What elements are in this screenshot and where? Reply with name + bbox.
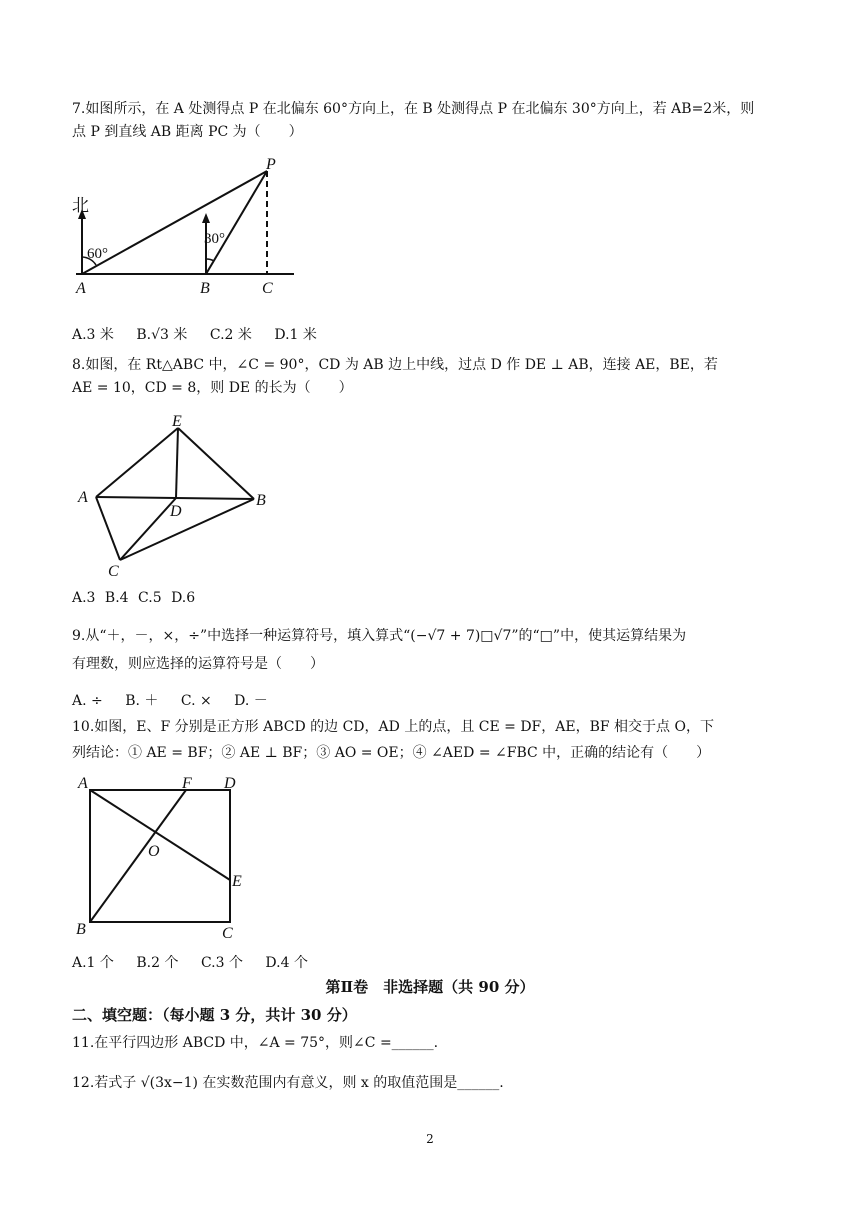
question-7-figure	[68, 155, 308, 300]
question-9-line1: 9.从“＋，－，×，÷”中选择一种运算符号，填入算式“(−√7 + 7)□√7”的“□”中，使其运算结果为	[72, 628, 687, 644]
point-d-label: D	[170, 503, 182, 520]
point-b-label: B	[200, 280, 210, 297]
option-c: C.3 个	[200, 955, 243, 971]
question-10-text	[72, 714, 788, 766]
question-8-text	[72, 354, 788, 400]
option-b: B.2 个	[136, 955, 179, 971]
point-a-label: A	[78, 775, 88, 792]
question-8-figure	[70, 412, 290, 582]
question-11-text: 11.在平行四边形 ABCD 中，∠A = 75°，则∠C =______.	[72, 1035, 439, 1051]
angle-30-label: 30°	[204, 231, 225, 247]
point-c-label: C	[108, 563, 119, 580]
question-10-figure	[72, 772, 262, 942]
point-c-label: C	[262, 280, 273, 297]
question-10-options	[72, 952, 326, 972]
question-12-text: 12.若式子 √(3x−1) 在实数范围内有意义，则 x 的取值范围是______.	[72, 1075, 504, 1091]
question-7-options	[72, 324, 335, 344]
option-d: D.4 个	[265, 955, 308, 971]
point-e-label: E	[232, 873, 242, 890]
question-10-line2: 列结论：① AE = BF；② AE ⊥ BF；③ AO = OE；④ ∠AED = ∠FBC 中，正确的结论有（ ）	[72, 745, 711, 761]
point-a-label: A	[78, 489, 88, 506]
north-label: 北	[72, 196, 89, 216]
option-d: D.1 米	[274, 327, 317, 343]
question-8-options	[72, 590, 213, 606]
question-8-line2: AE = 10，CD = 8，则 DE 的长为（ ）	[72, 380, 353, 396]
point-b-label: B	[76, 921, 86, 938]
section-2-title: 二、填空题：（每小题 3 分，共计 30 分）	[72, 1006, 357, 1024]
question-8-line1: 8.如图，在 Rt△ABC 中，∠C = 90°，CD 为 AB 边上中线，过点 D 作 DE ⊥ AB，连接 AE，BE，若	[72, 357, 718, 373]
option-a: A.3	[72, 590, 96, 606]
option-d: D. －	[234, 693, 268, 709]
question-10-line1: 10.如图，E、F 分别是正方形 ABCD 的边 CD，AD 上的点，且 CE = DF，AE，BF 相交于点 O，下	[72, 719, 714, 735]
option-c: C.2 米	[209, 327, 252, 343]
point-d-label: D	[224, 775, 236, 792]
question-9-line2: 有理数，则应选择的运算符号是（ ）	[72, 656, 324, 672]
option-c: C. ×	[180, 693, 212, 709]
point-o-label: O	[148, 843, 160, 860]
option-a: A.1 个	[72, 955, 114, 971]
point-c-label: C	[222, 925, 233, 942]
option-d: D.6	[171, 590, 196, 606]
option-b: B.4	[104, 590, 129, 606]
point-f-label: F	[182, 775, 192, 792]
question-9-text	[72, 622, 788, 678]
question-7-text	[72, 98, 788, 144]
point-e-label: E	[172, 413, 182, 430]
page-number: 2	[426, 1132, 434, 1146]
option-a: A.3 米	[72, 327, 114, 343]
question-9-options	[72, 690, 286, 710]
option-a: A. ÷	[72, 693, 103, 709]
question-7-line2: 点 P 到直线 AB 距离 PC 为（ ）	[72, 124, 303, 140]
point-b-label: B	[256, 492, 266, 509]
angle-60-label: 60°	[87, 246, 108, 262]
question-7-line1: 7.如图所示，在 A 处测得点 P 在北偏东 60°方向上，在 B 处测得点 P 在北偏东 30°方向上，若 AB=2米，则	[72, 101, 755, 117]
point-p-label: P	[266, 156, 276, 173]
part-2-title: 第Ⅱ卷 非选择题（共 90 分）	[325, 978, 535, 996]
option-c: C.5	[138, 590, 162, 606]
point-a-label: A	[76, 280, 86, 297]
option-b: B. ＋	[125, 693, 159, 709]
option-b: B.√3 米	[136, 327, 188, 343]
